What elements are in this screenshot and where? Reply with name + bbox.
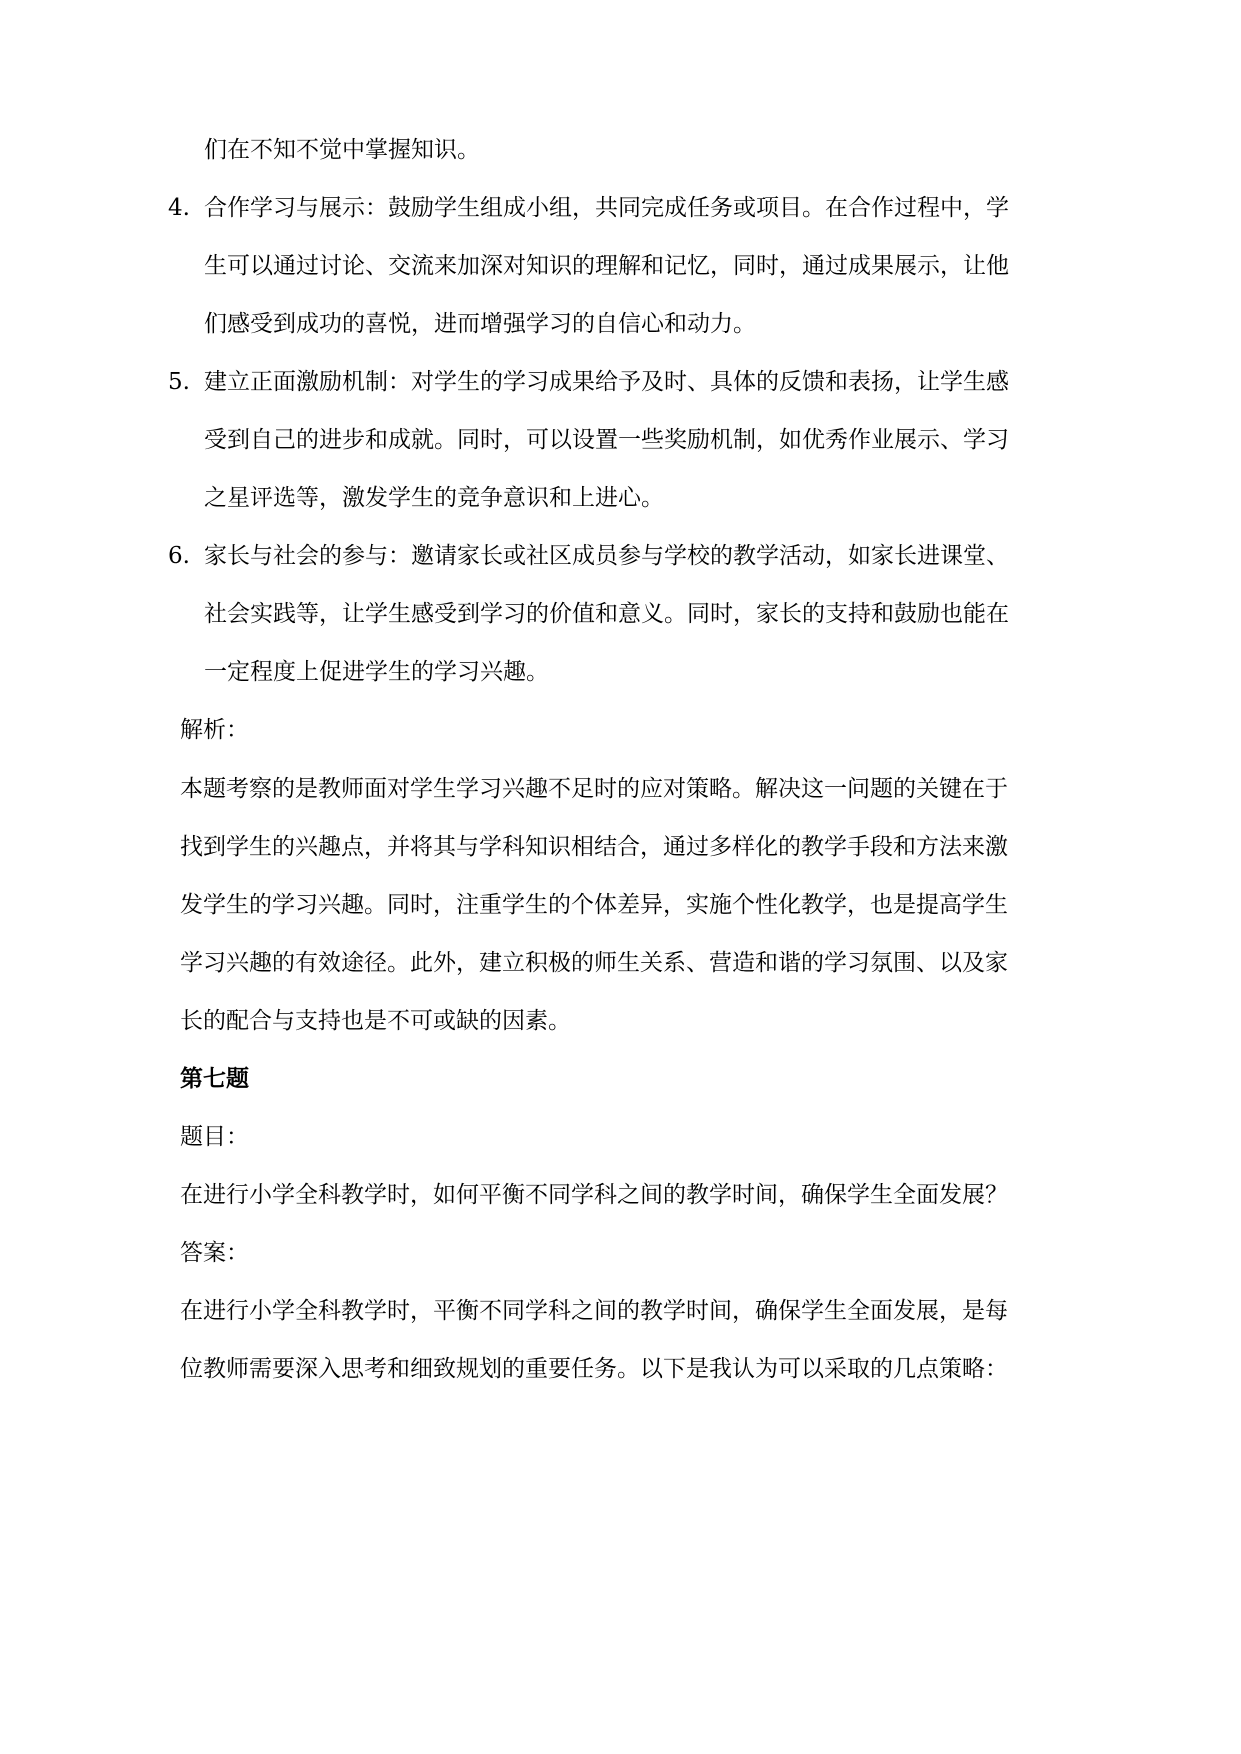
list-item-3-continuation: 们在不知不觉中掌握知识。 [204,137,480,163]
answer-label: 答案： [180,1240,249,1266]
analysis-line-1: 本题考察的是教师面对学生学习兴趣不足时的应对策略。解决这一问题的关键在于 [180,776,1008,802]
list-item-4-line-3: 们感受到成功的喜悦，进而增强学习的自信心和动力。 [204,311,756,337]
list-item-5-number: 5. [168,369,190,395]
list-item-4-line-2: 生可以通过讨论、交流来加深对知识的理解和记忆，同时，通过成果展示，让他 [204,253,1009,279]
analysis-line-2: 找到学生的兴趣点，并将其与学科知识相结合，通过多样化的教学手段和方法来激 [180,834,1008,860]
list-item-6-line-2: 社会实践等，让学生感受到学习的价值和意义。同时，家长的支持和鼓励也能在 [204,601,1009,627]
analysis-line-3: 发学生的学习兴趣。同时，注重学生的个体差异，实施个性化教学，也是提高学生 [180,892,1008,918]
list-item-5-line-2: 受到自己的进步和成就。同时，可以设置一些奖励机制，如优秀作业展示、学习 [204,427,1009,453]
question-text: 在进行小学全科教学时，如何平衡不同学科之间的教学时间，确保学生全面发展？ [180,1182,1008,1208]
analysis-line-5: 长的配合与支持也是不可或缺的因素。 [180,1008,571,1034]
answer-line-2: 位教师需要深入思考和细致规划的重要任务。以下是我认为可以采取的几点策略： [180,1356,1008,1382]
analysis-label: 解析： [180,717,249,743]
list-item-6-line-1: 家长与社会的参与：邀请家长或社区成员参与学校的教学活动，如家长进课堂、 [204,543,1009,569]
question-7-heading: 第七题 [180,1065,249,1092]
list-item-6-number: 6. [168,543,190,569]
analysis-line-4: 学习兴趣的有效途径。此外，建立积极的师生关系、营造和谐的学习氛围、以及家 [180,950,1008,976]
answer-line-1: 在进行小学全科教学时，平衡不同学科之间的教学时间，确保学生全面发展，是每 [180,1298,1008,1324]
list-item-5-line-1: 建立正面激励机制：对学生的学习成果给予及时、具体的反馈和表扬，让学生感 [204,369,1009,395]
list-item-4-line-1: 合作学习与展示：鼓励学生组成小组，共同完成任务或项目。在合作过程中，学 [204,195,1009,221]
list-item-6-line-3: 一定程度上促进学生的学习兴趣。 [204,659,549,685]
question-label: 题目： [180,1124,249,1150]
list-item-5-line-3: 之星评选等，激发学生的竞争意识和上进心。 [204,485,664,511]
list-item-4-number: 4. [168,195,190,221]
